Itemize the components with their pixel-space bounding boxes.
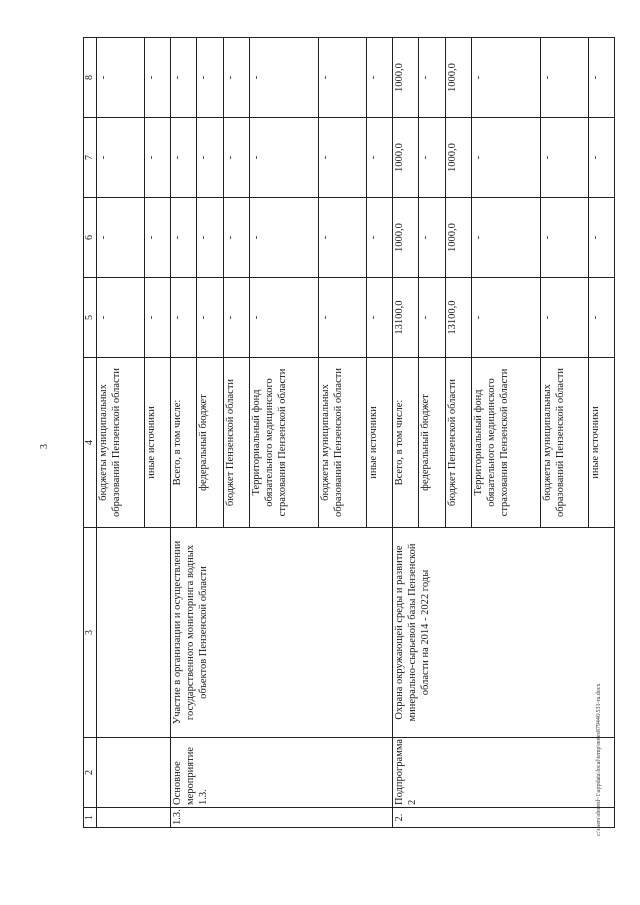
amount-cell-c6: 1000,0 bbox=[445, 198, 471, 278]
amount-cell-c6: - bbox=[540, 198, 588, 278]
row-number-cell: 1.3. bbox=[170, 808, 392, 828]
amount-cell-c5: - bbox=[471, 278, 540, 358]
header-col-5: 5 bbox=[84, 278, 97, 358]
amount-cell-c7: - bbox=[223, 118, 249, 198]
funding-source-cell: бюджет Пензенской области bbox=[445, 358, 471, 528]
amount-cell-c6: - bbox=[170, 198, 196, 278]
table-body bbox=[84, 38, 615, 828]
row-number-cell bbox=[97, 808, 171, 828]
activity-description-cell bbox=[97, 528, 171, 738]
activity-name-cell bbox=[97, 738, 171, 808]
amount-cell-c5: - bbox=[249, 278, 318, 358]
amount-cell-c6: - bbox=[366, 198, 392, 278]
rotated-table-wrapper bbox=[83, 38, 615, 828]
amount-cell-c8: - bbox=[249, 38, 318, 118]
amount-cell-c8: - bbox=[318, 38, 366, 118]
amount-cell-c7: - bbox=[419, 118, 445, 198]
amount-cell-c5: - bbox=[588, 278, 614, 358]
header-col-4: 4 bbox=[84, 358, 97, 528]
amount-cell-c5: - bbox=[540, 278, 588, 358]
amount-cell-c7: - bbox=[170, 118, 196, 198]
amount-cell-c7: - bbox=[366, 118, 392, 198]
amount-cell-c8: - bbox=[97, 38, 145, 118]
amount-cell-c6: - bbox=[318, 198, 366, 278]
amount-cell-c5: - bbox=[366, 278, 392, 358]
amount-cell-c7: 1000,0 bbox=[392, 118, 418, 198]
amount-cell-c6: - bbox=[419, 198, 445, 278]
file-path-footer: c:\users\sbored~1\appdata\local\temp\notes879446\531-ra.docx bbox=[596, 683, 602, 836]
activity-name-cell: Подпрограмма 2 bbox=[392, 738, 614, 808]
amount-cell-c6: - bbox=[97, 198, 145, 278]
amount-cell-c7: 1000,0 bbox=[445, 118, 471, 198]
table-row bbox=[392, 38, 418, 828]
amount-cell-c6: - bbox=[471, 198, 540, 278]
amount-cell-c7: - bbox=[540, 118, 588, 198]
funding-source-cell: бюджеты муниципальных образований Пензенской области bbox=[540, 358, 588, 528]
header-col-8: 8 bbox=[84, 38, 97, 118]
amount-cell-c8: - bbox=[223, 38, 249, 118]
funding-source-cell: иные источники bbox=[144, 358, 170, 528]
amount-cell-c8: - bbox=[170, 38, 196, 118]
funding-source-cell: Территориальный фонд обязательного медицинского страхования Пензенской области bbox=[249, 358, 318, 528]
amount-cell-c7: - bbox=[471, 118, 540, 198]
amount-cell-c6: - bbox=[197, 198, 223, 278]
amount-cell-c8: - bbox=[419, 38, 445, 118]
amount-cell-c6: - bbox=[144, 198, 170, 278]
header-col-1: 1 bbox=[84, 808, 97, 828]
funding-source-cell: иные источники bbox=[366, 358, 392, 528]
page-number: 3 bbox=[39, 444, 50, 449]
amount-cell-c7: - bbox=[588, 118, 614, 198]
amount-cell-c8: 1000,0 bbox=[445, 38, 471, 118]
amount-cell-c7: - bbox=[197, 118, 223, 198]
amount-cell-c6: - bbox=[588, 198, 614, 278]
activity-name-cell: Основное мероприятие 1.3. bbox=[170, 738, 392, 808]
header-col-6: 6 bbox=[84, 198, 97, 278]
funding-source-cell: бюджеты муниципальных образований Пензенской области bbox=[318, 358, 366, 528]
amount-cell-c7: - bbox=[144, 118, 170, 198]
amount-cell-c6: 1000,0 bbox=[392, 198, 418, 278]
header-col-7: 7 bbox=[84, 118, 97, 198]
header-col-2: 2 bbox=[84, 738, 97, 808]
amount-cell-c8: - bbox=[197, 38, 223, 118]
amount-cell-c7: - bbox=[318, 118, 366, 198]
funding-source-cell: бюджет Пензенской области bbox=[223, 358, 249, 528]
amount-cell-c5: 13100,0 bbox=[392, 278, 418, 358]
amount-cell-c8: 1000,0 bbox=[392, 38, 418, 118]
table-row bbox=[170, 38, 196, 828]
amount-cell-c8: - bbox=[540, 38, 588, 118]
amount-cell-c8: - bbox=[366, 38, 392, 118]
amount-cell-c5: - bbox=[197, 278, 223, 358]
funding-source-cell: иные источники bbox=[588, 358, 614, 528]
header-col-3: 3 bbox=[84, 528, 97, 738]
amount-cell-c7: - bbox=[97, 118, 145, 198]
amount-cell-c8: - bbox=[144, 38, 170, 118]
table-row bbox=[97, 38, 145, 828]
funding-source-cell: федеральный бюджет bbox=[197, 358, 223, 528]
amount-cell-c6: - bbox=[223, 198, 249, 278]
amount-cell-c5: - bbox=[97, 278, 145, 358]
amount-cell-c5: - bbox=[223, 278, 249, 358]
amount-cell-c8: - bbox=[471, 38, 540, 118]
activity-description-cell: Охрана окружающей среды и развитие минерально-сырьевой базы Пензенской области на 2014 - 2022 годы bbox=[392, 528, 614, 738]
amount-cell-c5: - bbox=[318, 278, 366, 358]
budget-table bbox=[83, 37, 615, 828]
header-row bbox=[84, 38, 97, 828]
amount-cell-c5: - bbox=[419, 278, 445, 358]
amount-cell-c5: - bbox=[144, 278, 170, 358]
funding-source-cell: бюджеты муниципальных образований Пензенской области bbox=[97, 358, 145, 528]
funding-source-cell: федеральный бюджет bbox=[419, 358, 445, 528]
activity-description-cell: Участие в организации и осуществлении государственного мониторинга водных объектов Пензенской области bbox=[170, 528, 392, 738]
funding-source-cell: Территориальный фонд обязательного медицинского страхования Пензенской области bbox=[471, 358, 540, 528]
row-number-cell: 2. bbox=[392, 808, 614, 828]
amount-cell-c5: - bbox=[170, 278, 196, 358]
amount-cell-c7: - bbox=[249, 118, 318, 198]
funding-source-cell: Всего, в том числе: bbox=[170, 358, 196, 528]
amount-cell-c6: - bbox=[249, 198, 318, 278]
funding-source-cell: Всего, в том числе: bbox=[392, 358, 418, 528]
amount-cell-c5: 13100,0 bbox=[445, 278, 471, 358]
amount-cell-c8: - bbox=[588, 38, 614, 118]
